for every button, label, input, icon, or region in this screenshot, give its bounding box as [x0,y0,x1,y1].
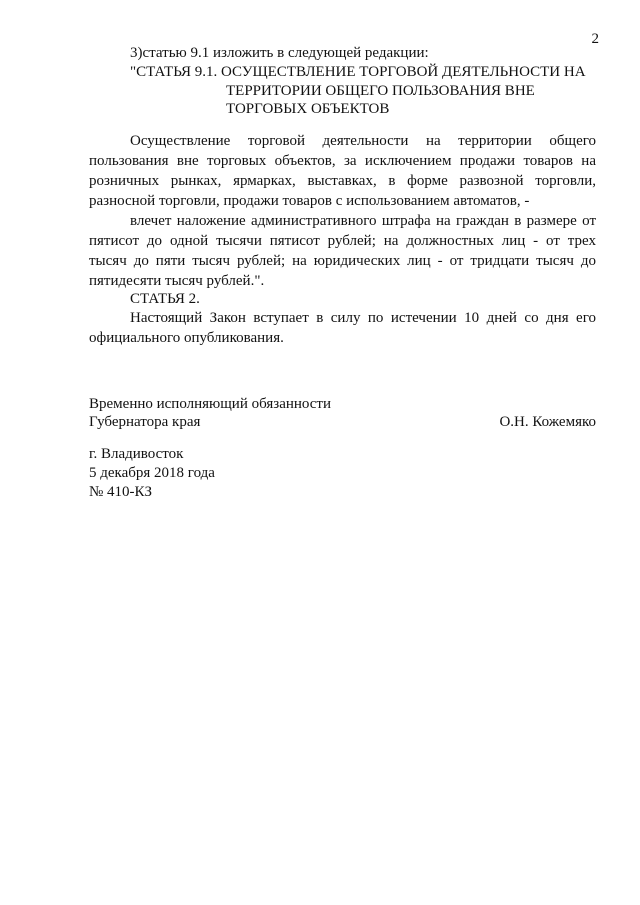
paragraph-line: Осуществление торговой деятельности на территории общего [130,133,596,149]
law-number: № 410-КЗ [89,484,153,500]
paragraph-line: разносной торговли, продажи товаров с использованием автоматов, - [89,193,530,209]
article-2-text [89,308,596,328]
law-date: 5 декабря 2018 года [89,465,215,481]
signatory-position-line-2: Губернатора края [89,414,201,430]
city: г. Владивосток [89,446,184,462]
page-number: 2 [591,31,599,47]
article-9-1-paragraph-1 [89,131,596,191]
article-heading-line-2: ТЕРРИТОРИИ ОБЩЕГО ПОЛЬЗОВАНИЯ ВНЕ [226,83,535,99]
article-2-title: СТАТЬЯ 2. [130,291,200,307]
article-heading-line-3: ТОРГОВЫХ ОБЪЕКТОВ [226,101,390,117]
article-heading-line-1: "СТАТЬЯ 9.1. ОСУЩЕСТВЛЕНИЕ ТОРГОВОЙ ДЕЯТЕЛЬНОСТИ НА [130,64,586,80]
paragraph-line: розничных рынках, ярмарках, выставках, в форме развозной торговли, [89,173,596,189]
paragraph-line: пятисот до одной тысячи пятисот рублей; на должностных лиц - от трех [89,233,596,249]
paragraph-line: влечет наложение административного штрафа на граждан в размере от [130,213,596,229]
paragraph-line: официального опубликования. [89,330,284,346]
signatory-name: О.Н. Кожемяко [499,414,596,430]
paragraph-line: пятидесяти тысяч рублей.". [89,273,265,289]
paragraph-line: Настоящий Закон вступает в силу по истечении 10 дней со дня его [130,310,596,326]
paragraph-line: пользования вне торговых объектов, за исключением продажи товаров на [89,153,596,169]
amendment-intro: 3)статью 9.1 изложить в следующей редакции: [130,45,429,61]
paragraph-line: тысяч до пяти тысяч рублей; на юридических лиц - от тридцати тысяч до [89,253,596,269]
article-9-1-paragraph-2 [89,211,596,271]
signatory-position-line-1: Временно исполняющий обязанности [89,396,332,412]
